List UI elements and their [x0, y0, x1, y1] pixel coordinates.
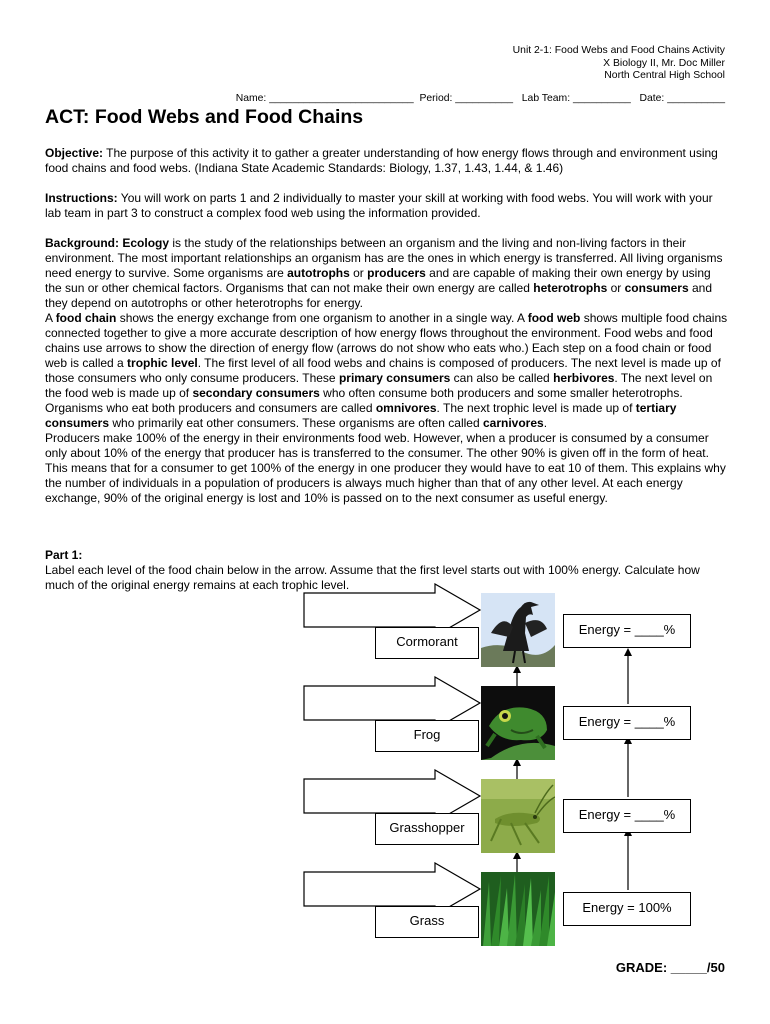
grasshopper-icon	[481, 779, 555, 853]
objective-text: The purpose of this activity it to gather a greater understanding of how energy flows through and environment using food chains and food webs. (Indiana State Academic Standards: Biology, 1.37, 1.43, 1.44, & 1.46)	[45, 146, 718, 175]
date-field[interactable]: __________	[667, 93, 725, 104]
grass-icon	[481, 872, 555, 946]
energy-box-cormorant[interactable]: Energy = ____%	[563, 614, 691, 648]
term-food-chain: food chain	[55, 311, 117, 325]
term-heterotrophs: heterotrophs	[533, 281, 608, 295]
term-producers: producers	[367, 266, 426, 280]
part1-instructions: Label each level of the food chain below in the arrow. Assume that the first level starts out with 100% energy. Calculate how much of the original energy remains at each trophic level.	[45, 563, 700, 592]
organism-label-frog: Frog	[375, 720, 479, 752]
lab-team-label: Lab Team:	[521, 93, 571, 104]
name-field[interactable]: _________________________	[269, 93, 414, 104]
unit-title: Unit 2-1: Food Webs and Food Chains Activity	[512, 45, 725, 56]
school-name: North Central High School	[604, 70, 725, 82]
cormorant-icon	[481, 593, 555, 667]
page-title: ACT: Food Webs and Food Chains	[45, 106, 364, 128]
term-trophic-level: trophic level	[127, 356, 198, 370]
term-consumers: consumers	[624, 281, 689, 295]
term-autotrophs: autotrophs	[287, 266, 350, 280]
lab-team-field[interactable]: __________	[573, 93, 631, 104]
term-primary-consumers: primary consumers	[338, 371, 451, 385]
energy-box-grasshopper[interactable]: Energy = ____%	[563, 799, 691, 833]
energy-box-grass: Energy = 100%	[563, 892, 691, 926]
period-field[interactable]: __________	[455, 93, 514, 104]
name-label: Name:	[235, 93, 267, 104]
background-label: Background:	[45, 236, 120, 250]
organism-label-grasshopper: Grasshopper	[375, 813, 479, 845]
background-paragraph-1: Background: Ecology is the study of the relationships between an organism and the living and non-living factors in their environment. The most important relationships an organism has are the ones in which energy is transferred. All living organisms need energy to survive. Some organisms are autotrophs or producers and are capable of making their own energy by using the sun or other chemical factors. Organisms that can not make their own energy are called heterotrophs or consumers and they depend on autotrophs or other heterotrophs for energy.	[45, 236, 723, 310]
term-carnivores: carnivores	[482, 416, 544, 430]
background-paragraph-3: Producers make 100% of the energy in their environments food web. However, when a producer is consumed by a consumer only about 10% of the energy that producer has is transferred to the consumer. The other 90% is given off in the form of heat. This means that for a consumer to get 100% of the energy in one producer they would have to eat 10 of them. This explains why the number of individuals in a population of producers is always much higher than that of any other level. At each energy exchange, 90% of the original energy is lost and 10% is passed on to the next consumer as useful energy.	[45, 431, 726, 505]
part1-heading: Part 1:	[45, 548, 83, 562]
energy-box-frog[interactable]: Energy = ____%	[563, 706, 691, 740]
date-label: Date:	[639, 93, 665, 104]
frog-icon	[481, 686, 555, 760]
organism-label-grass: Grass	[375, 906, 479, 938]
term-herbivores: herbivores	[553, 371, 615, 385]
instructions-text: You will work on parts 1 and 2 individually to master your skill at working with food webs. You will work with your lab team in part 3 to construct a complex food web using the information provided.	[45, 191, 713, 220]
term-tertiary-consumers: tertiary consumers	[45, 401, 677, 430]
course-name: X Biology II, Mr. Doc Miller	[603, 57, 725, 69]
term-ecology: Ecology	[122, 236, 170, 250]
period-label: Period:	[419, 93, 453, 104]
objective-label: Objective:	[45, 146, 104, 160]
instructions-label: Instructions:	[45, 191, 118, 205]
background-paragraph-2: A food chain shows the energy exchange from one organism to another in a single way. A food web shows multiple food chains connected together to give a more accurate description of how energy flows throughout the environment. Food webs and food chains use arrows to show the direction of energy flow (arrows do not show who eats who.) Each step on a food chain or food web is called a trophic level. The first level of all food webs and chains is composed of producers. The next level is made up of those consumers who only consume producers. These primary consumers can also be called herbivores. The next level on the food web is made up of secondary consumers who often consume both producers and some smaller heterotrophs. Organisms who eat both producers and consumers are called omnivores. The next trophic level is made up of tertiary consumers who primarily eat other consumers. These organisms are often called carnivores.	[45, 311, 728, 430]
term-omnivores: omnivores	[375, 401, 437, 415]
term-secondary-consumers: secondary consumers	[192, 386, 320, 400]
term-food-web: food web	[527, 311, 581, 325]
organism-label-cormorant: Cormorant	[375, 627, 479, 659]
grade-field[interactable]: GRADE: _____/50	[615, 960, 725, 975]
